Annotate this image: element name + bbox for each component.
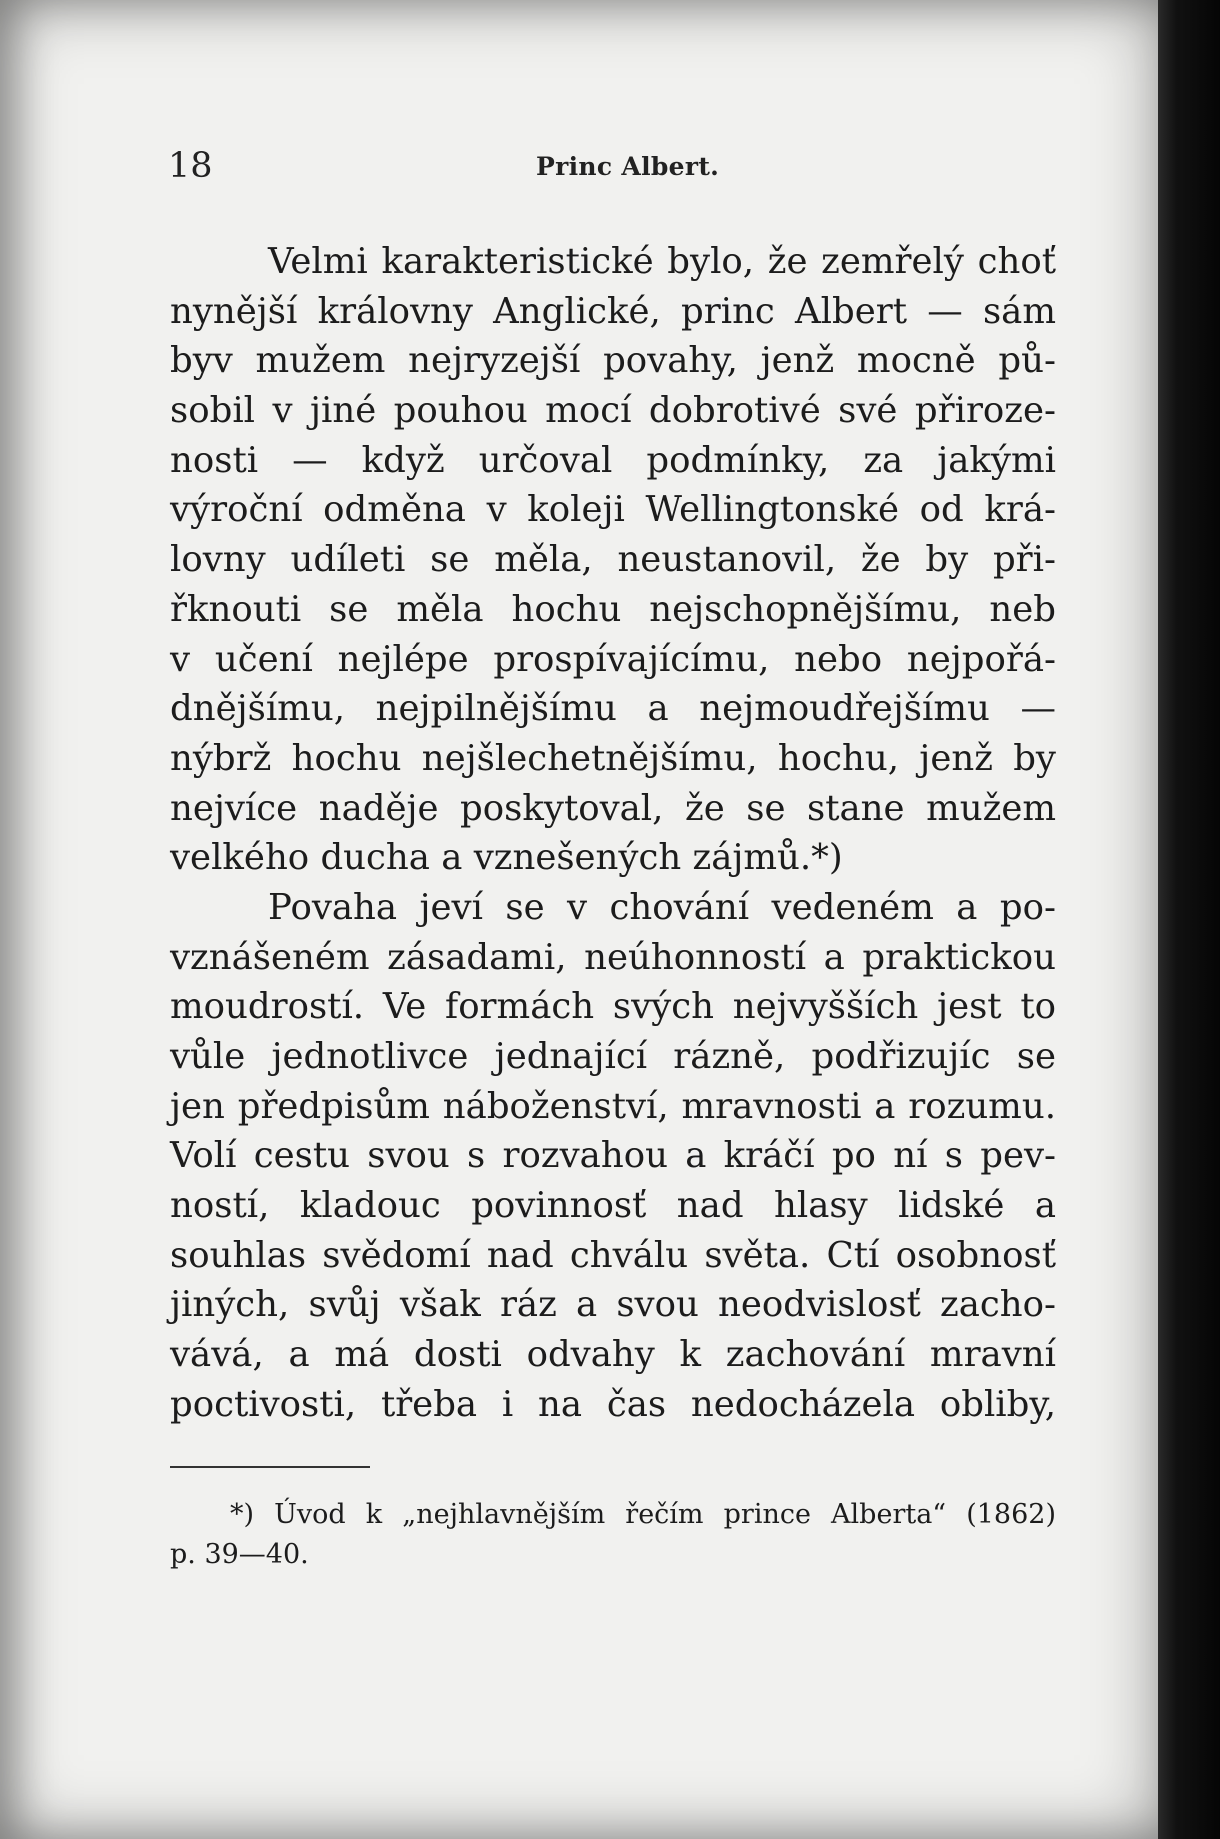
text-line: poctivosti, třeba i na čas nedocházela obliby, — [170, 1383, 1056, 1425]
running-head: Princ Albert. — [536, 152, 720, 181]
text-line: moudrostí. Ve formách svých nejvyšších jest to — [170, 986, 1056, 1028]
text-line: Velmi karakteristické bylo, že zemřelý choť — [268, 241, 1056, 282]
text-line: dnějšímu, nejpilnějšímu a nejmoudřejšímu — — [170, 688, 1056, 730]
text-line: nosti — když určoval podmínky, za jakými — [170, 439, 1056, 481]
page-number: 18 — [168, 146, 213, 186]
footnote — [170, 1495, 1056, 1575]
body-text — [170, 237, 1056, 1430]
text-line: lovny udíleti se měla, neustanovil, že by při- — [170, 539, 1056, 581]
text-line: v učení nejlépe prospívajícímu, nebo nejpořá- — [170, 638, 1056, 680]
text-line: sobil v jiné pouhou mocí dobrotivé své přiroze- — [170, 390, 1056, 432]
text-line: vává, a má dosti odvahy k zachování mravní — [170, 1334, 1056, 1376]
text-line: jiných, svůj však ráz a svou neodvislosť zacho- — [170, 1284, 1056, 1326]
text-line: nejvíce naděje poskytoval, že se stane mužem — [170, 787, 1056, 829]
text-line: řknouti se měla hochu nejschopnějšímu, neb — [170, 588, 1056, 630]
footnote-divider — [170, 1466, 370, 1468]
text-line: nýbrž hochu nejšlechetnějšímu, hochu, jenž by — [170, 737, 1056, 779]
text-line: jen předpisům náboženství, mravnosti a rozumu. — [170, 1085, 1056, 1127]
text-line: vznášeném zásadami, neúhonností a praktickou — [170, 936, 1056, 978]
text-line: vůle jednotlivce jednající rázně, podřizujíc se — [170, 1036, 1056, 1077]
text-line: velkého ducha a vznešených zájmů.*) — [170, 837, 843, 879]
text-line: souhlas svědomí nad chválu světa. Ctí osobnosť — [170, 1234, 1056, 1276]
page-header — [168, 140, 1058, 190]
text-line: nynější královny Anglické, princ Albert — sám — [170, 290, 1056, 332]
page-edge-shadow — [1158, 0, 1220, 1839]
footnote-line: *) Úvod k „nejhlavnějším řečím prince Alberta“ (1862) — [230, 1499, 1056, 1530]
text-line: byv mužem nejryzejší povahy, jenž mocně pů- — [170, 340, 1056, 382]
text-line: Volí cestu svou s rozvahou a kráčí po ní s pev- — [170, 1135, 1056, 1177]
text-line: ností, kladouc povinnosť nad hlasy lidské a — [170, 1185, 1056, 1227]
footnote-line: p. 39—40. — [170, 1539, 309, 1570]
text-line: výroční odměna v koleji Wellingtonské od krá- — [170, 489, 1056, 531]
text-line: Povaha jeví se v chování vedeném a po- — [268, 886, 1056, 928]
